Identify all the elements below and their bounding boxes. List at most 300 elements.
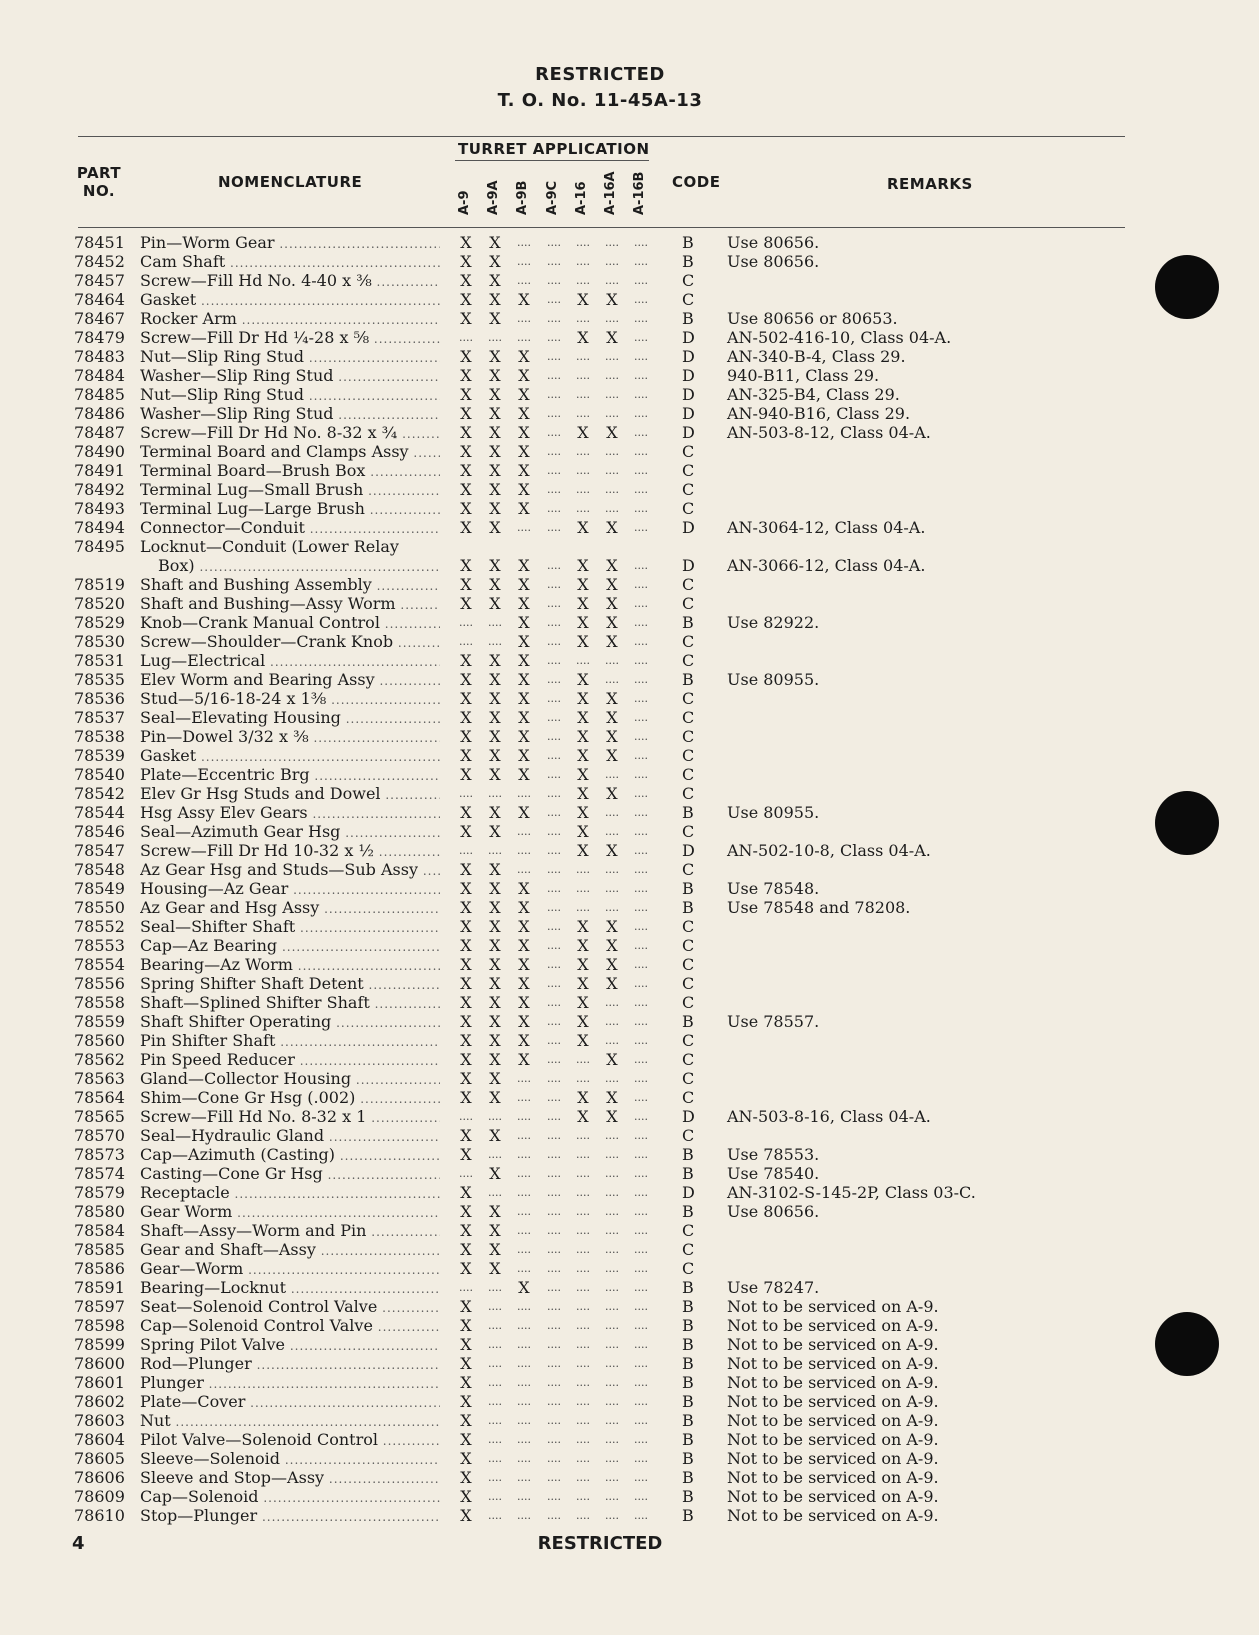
code: B bbox=[682, 1430, 694, 1449]
table-row bbox=[0, 1183, 1259, 1202]
code: C bbox=[682, 1126, 695, 1145]
application-cell: .... bbox=[605, 350, 619, 363]
application-cell: .... bbox=[634, 692, 648, 705]
code: B bbox=[682, 1373, 694, 1392]
application-cell: X bbox=[489, 670, 501, 689]
code: B bbox=[682, 309, 694, 328]
application-cell: X bbox=[460, 803, 472, 822]
application-cell: .... bbox=[488, 1433, 502, 1446]
turret-label-text: A-16A bbox=[603, 171, 618, 215]
table-row bbox=[0, 1126, 1259, 1145]
nomenclature: Seal—Azimuth Gear Hsg ..... bbox=[140, 822, 440, 843]
application-cell: X bbox=[460, 461, 472, 480]
application-cell: .... bbox=[634, 825, 648, 838]
application-cell: .... bbox=[634, 1281, 648, 1294]
code: B bbox=[682, 803, 694, 822]
code: B bbox=[682, 1278, 694, 1297]
remarks: Use 80656 or 80653. bbox=[727, 309, 898, 328]
application-cell: .... bbox=[517, 1395, 531, 1408]
application-cell: X bbox=[577, 290, 589, 309]
nomenclature: Elev Worm and Bearing Assy ..... bbox=[140, 670, 440, 691]
application-cell: X bbox=[489, 556, 501, 575]
application-cell: .... bbox=[634, 559, 648, 572]
table-row bbox=[0, 917, 1259, 936]
table-row bbox=[0, 1449, 1259, 1468]
code: B bbox=[682, 1335, 694, 1354]
application-cell: .... bbox=[576, 407, 590, 420]
code: B bbox=[682, 1487, 694, 1506]
application-cell: X bbox=[577, 556, 589, 575]
application-cell: .... bbox=[634, 1148, 648, 1161]
application-cell: .... bbox=[517, 825, 531, 838]
application-cell: X bbox=[460, 1069, 472, 1088]
application-cell: .... bbox=[488, 635, 502, 648]
application-cell: X bbox=[460, 1392, 472, 1411]
application-cell: X bbox=[460, 1031, 472, 1050]
application-cell: X bbox=[606, 518, 618, 537]
code: C bbox=[682, 784, 695, 803]
application-cell: X bbox=[460, 1487, 472, 1506]
nomenclature: Gear and Shaft—Assy ..... bbox=[140, 1240, 440, 1261]
part-number: 78536 bbox=[74, 689, 125, 708]
table-row bbox=[0, 803, 1259, 822]
application-cell: X bbox=[489, 1126, 501, 1145]
remarks: Use 78548 and 78208. bbox=[727, 898, 911, 917]
nomenclature: Gear—Worm ..... bbox=[140, 1259, 440, 1280]
application-cell: X bbox=[489, 575, 501, 594]
nomenclature: Spring Pilot Valve ..... bbox=[140, 1335, 440, 1356]
part-number: 78603 bbox=[74, 1411, 125, 1430]
turret-label-text: A-9A bbox=[486, 180, 501, 215]
application-cell: .... bbox=[547, 236, 561, 249]
table-row bbox=[0, 518, 1259, 537]
part-number: 78599 bbox=[74, 1335, 125, 1354]
application-cell: .... bbox=[547, 1148, 561, 1161]
application-cell: X bbox=[518, 955, 530, 974]
code: C bbox=[682, 1240, 695, 1259]
part-number: 78495 bbox=[74, 537, 125, 556]
application-cell: X bbox=[460, 347, 472, 366]
table-row bbox=[0, 442, 1259, 461]
table-row bbox=[0, 461, 1259, 480]
application-cell: .... bbox=[576, 1243, 590, 1256]
code: C bbox=[682, 974, 695, 993]
part-number: 78610 bbox=[74, 1506, 125, 1525]
nomenclature: Locknut—Conduit (Lower Relay bbox=[140, 537, 399, 556]
application-cell: X bbox=[518, 442, 530, 461]
nomenclature: Nut ..... bbox=[140, 1411, 440, 1432]
application-cell: .... bbox=[634, 502, 648, 515]
application-cell: .... bbox=[547, 1129, 561, 1142]
application-cell: X bbox=[577, 784, 589, 803]
application-cell: .... bbox=[605, 1167, 619, 1180]
application-cell: X bbox=[606, 290, 618, 309]
application-cell: X bbox=[606, 575, 618, 594]
part-number: 78606 bbox=[74, 1468, 125, 1487]
table-row bbox=[0, 784, 1259, 803]
application-cell: X bbox=[460, 860, 472, 879]
remarks: Not to be serviced on A-9. bbox=[727, 1392, 939, 1411]
application-cell: .... bbox=[547, 1471, 561, 1484]
code: C bbox=[682, 1069, 695, 1088]
code: B bbox=[682, 1411, 694, 1430]
application-cell: X bbox=[518, 1050, 530, 1069]
application-cell: .... bbox=[605, 863, 619, 876]
code: D bbox=[682, 518, 695, 537]
remarks: Not to be serviced on A-9. bbox=[727, 1297, 939, 1316]
nomenclature: Shim—Cone Gr Hsg (.002) ..... bbox=[140, 1088, 440, 1109]
application-cell: .... bbox=[547, 483, 561, 496]
application-cell: .... bbox=[634, 1414, 648, 1427]
table-row bbox=[0, 233, 1259, 252]
application-cell: .... bbox=[634, 369, 648, 382]
application-cell: .... bbox=[459, 1110, 473, 1123]
application-cell: .... bbox=[634, 1395, 648, 1408]
application-cell: .... bbox=[517, 1452, 531, 1465]
table-row bbox=[0, 727, 1259, 746]
nomenclature: Seal—Elevating Housing ..... bbox=[140, 708, 440, 729]
code: C bbox=[682, 632, 695, 651]
part-number: 78609 bbox=[74, 1487, 125, 1506]
application-cell: X bbox=[606, 689, 618, 708]
application-cell: X bbox=[606, 594, 618, 613]
part-number: 78544 bbox=[74, 803, 125, 822]
code: B bbox=[682, 1449, 694, 1468]
application-cell: .... bbox=[517, 844, 531, 857]
remarks: Not to be serviced on A-9. bbox=[727, 1316, 939, 1335]
application-cell: .... bbox=[517, 331, 531, 344]
code: D bbox=[682, 1183, 695, 1202]
application-cell: X bbox=[518, 1278, 530, 1297]
nomenclature: Shaft Shifter Operating ..... bbox=[140, 1012, 440, 1033]
table-row bbox=[0, 1468, 1259, 1487]
nomenclature: Rod—Plunger ..... bbox=[140, 1354, 440, 1375]
application-cell: .... bbox=[634, 673, 648, 686]
nomenclature: Terminal Lug—Large Brush ..... bbox=[140, 499, 440, 520]
table-row bbox=[0, 765, 1259, 784]
application-cell: .... bbox=[605, 1357, 619, 1370]
application-cell: .... bbox=[576, 274, 590, 287]
code: B bbox=[682, 613, 694, 632]
application-cell: X bbox=[489, 385, 501, 404]
table-row bbox=[0, 1012, 1259, 1031]
nomenclature: Spring Shifter Shaft Detent ..... bbox=[140, 974, 440, 995]
application-cell: .... bbox=[488, 844, 502, 857]
nomenclature: Nut—Slip Ring Stud ..... bbox=[140, 385, 440, 406]
application-cell: .... bbox=[547, 825, 561, 838]
application-cell: .... bbox=[605, 825, 619, 838]
application-cell: .... bbox=[517, 1319, 531, 1332]
code: D bbox=[682, 328, 695, 347]
nomenclature: Screw—Fill Dr Hd No. 8-32 x ¾ ..... bbox=[140, 423, 440, 444]
remarks: Use 80955. bbox=[727, 803, 820, 822]
table-row bbox=[0, 1392, 1259, 1411]
application-cell: .... bbox=[547, 331, 561, 344]
application-cell: .... bbox=[459, 1167, 473, 1180]
table-row bbox=[0, 1240, 1259, 1259]
application-cell: X bbox=[460, 1411, 472, 1430]
application-cell: .... bbox=[576, 1319, 590, 1332]
table-row bbox=[0, 936, 1259, 955]
application-cell: X bbox=[460, 1354, 472, 1373]
table-row bbox=[0, 1373, 1259, 1392]
application-cell: X bbox=[460, 1012, 472, 1031]
application-cell: .... bbox=[547, 1338, 561, 1351]
application-cell: .... bbox=[547, 654, 561, 667]
application-cell: .... bbox=[605, 1414, 619, 1427]
application-cell: .... bbox=[547, 692, 561, 705]
application-cell: .... bbox=[605, 388, 619, 401]
application-cell: .... bbox=[576, 1281, 590, 1294]
application-cell: .... bbox=[576, 1262, 590, 1275]
application-cell: X bbox=[460, 575, 472, 594]
application-cell: .... bbox=[634, 1262, 648, 1275]
code: B bbox=[682, 879, 694, 898]
application-cell: .... bbox=[576, 1433, 590, 1446]
application-cell: X bbox=[489, 366, 501, 385]
application-cell: .... bbox=[605, 1433, 619, 1446]
part-number: 78585 bbox=[74, 1240, 125, 1259]
application-cell: X bbox=[489, 727, 501, 746]
table-row bbox=[0, 1354, 1259, 1373]
application-cell: .... bbox=[547, 673, 561, 686]
application-cell: X bbox=[460, 1316, 472, 1335]
application-cell: .... bbox=[547, 312, 561, 325]
application-cell: X bbox=[489, 442, 501, 461]
application-cell: X bbox=[489, 423, 501, 442]
application-cell: .... bbox=[576, 654, 590, 667]
application-cell: X bbox=[489, 1202, 501, 1221]
application-cell: .... bbox=[517, 863, 531, 876]
application-cell: .... bbox=[605, 1300, 619, 1313]
application-cell: .... bbox=[576, 1300, 590, 1313]
application-cell: .... bbox=[547, 1281, 561, 1294]
application-cell: .... bbox=[547, 882, 561, 895]
remarks: AN-940-B16, Class 29. bbox=[727, 404, 911, 423]
application-cell: X bbox=[518, 689, 530, 708]
application-cell: .... bbox=[605, 1281, 619, 1294]
application-cell: .... bbox=[634, 445, 648, 458]
nomenclature: Seal—Shifter Shaft ..... bbox=[140, 917, 440, 938]
part-number: 78494 bbox=[74, 518, 125, 537]
application-cell: X bbox=[460, 1145, 472, 1164]
application-cell: .... bbox=[576, 1224, 590, 1237]
application-cell: X bbox=[489, 1050, 501, 1069]
application-cell: X bbox=[577, 917, 589, 936]
application-cell: .... bbox=[547, 388, 561, 401]
application-cell: .... bbox=[547, 863, 561, 876]
application-cell: X bbox=[489, 1069, 501, 1088]
remarks: AN-502-10-8, Class 04-A. bbox=[727, 841, 931, 860]
application-cell: X bbox=[460, 366, 472, 385]
code: D bbox=[682, 385, 695, 404]
code: D bbox=[682, 366, 695, 385]
part-number: 78546 bbox=[74, 822, 125, 841]
application-cell: .... bbox=[634, 1129, 648, 1142]
application-cell: X bbox=[460, 936, 472, 955]
part-no-header: PART NO. bbox=[76, 164, 122, 200]
part-number: 78452 bbox=[74, 252, 125, 271]
part-number: 78451 bbox=[74, 233, 125, 252]
application-cell: .... bbox=[634, 521, 648, 534]
part-number: 78552 bbox=[74, 917, 125, 936]
application-cell: X bbox=[489, 594, 501, 613]
application-cell: .... bbox=[547, 369, 561, 382]
nomenclature: Pin—Worm Gear ..... bbox=[140, 233, 440, 254]
application-cell: .... bbox=[459, 1281, 473, 1294]
code: C bbox=[682, 271, 695, 290]
application-cell: .... bbox=[634, 350, 648, 363]
table-row bbox=[0, 879, 1259, 898]
nomenclature: Knob—Crank Manual Control ..... bbox=[140, 613, 440, 634]
application-cell: .... bbox=[634, 730, 648, 743]
application-cell: X bbox=[489, 233, 501, 252]
remarks: Not to be serviced on A-9. bbox=[727, 1487, 939, 1506]
part-number: 78484 bbox=[74, 366, 125, 385]
application-cell: .... bbox=[517, 1490, 531, 1503]
application-cell: .... bbox=[547, 1490, 561, 1503]
nomenclature: Terminal Board and Clamps Assy ..... bbox=[140, 442, 440, 463]
application-cell: .... bbox=[634, 654, 648, 667]
application-cell: .... bbox=[488, 1452, 502, 1465]
part-number: 78563 bbox=[74, 1069, 125, 1088]
code: B bbox=[682, 1506, 694, 1525]
application-cell: .... bbox=[488, 1509, 502, 1522]
application-cell: .... bbox=[576, 312, 590, 325]
application-cell: X bbox=[460, 708, 472, 727]
application-cell: .... bbox=[488, 1376, 502, 1389]
application-cell: .... bbox=[576, 1490, 590, 1503]
application-cell: .... bbox=[634, 844, 648, 857]
application-cell: X bbox=[489, 803, 501, 822]
application-cell: .... bbox=[547, 1414, 561, 1427]
nomenclature: Rocker Arm ..... bbox=[140, 309, 440, 330]
application-cell: .... bbox=[517, 1338, 531, 1351]
application-cell: .... bbox=[605, 673, 619, 686]
application-cell: .... bbox=[634, 597, 648, 610]
application-cell: X bbox=[460, 727, 472, 746]
nomenclature: Shaft and Bushing—Assy Worm ..... bbox=[140, 594, 440, 615]
application-cell: .... bbox=[459, 616, 473, 629]
part-number: 78548 bbox=[74, 860, 125, 879]
application-cell: X bbox=[489, 1012, 501, 1031]
application-cell: .... bbox=[634, 1490, 648, 1503]
application-cell: .... bbox=[576, 255, 590, 268]
application-cell: .... bbox=[605, 464, 619, 477]
table-row bbox=[0, 1411, 1259, 1430]
code: C bbox=[682, 1221, 695, 1240]
remarks: Not to be serviced on A-9. bbox=[727, 1373, 939, 1392]
application-cell: .... bbox=[634, 1224, 648, 1237]
nomenclature: Terminal Board—Brush Box ..... bbox=[140, 461, 440, 482]
application-cell: X bbox=[577, 423, 589, 442]
code: D bbox=[682, 556, 695, 575]
application-cell: .... bbox=[547, 1224, 561, 1237]
nomenclature: Terminal Lug—Small Brush ..... bbox=[140, 480, 440, 501]
application-cell: X bbox=[460, 252, 472, 271]
turret-label-text: A-9C bbox=[545, 180, 560, 215]
application-cell: X bbox=[489, 290, 501, 309]
application-cell: .... bbox=[605, 1072, 619, 1085]
application-cell: .... bbox=[547, 1376, 561, 1389]
nomenclature: Gasket ..... bbox=[140, 290, 440, 311]
application-cell: .... bbox=[634, 331, 648, 344]
code: C bbox=[682, 860, 695, 879]
application-cell: .... bbox=[547, 1034, 561, 1047]
application-cell: .... bbox=[517, 1091, 531, 1104]
application-cell: .... bbox=[547, 996, 561, 1009]
application-cell: X bbox=[577, 1088, 589, 1107]
table-row bbox=[0, 480, 1259, 499]
code: C bbox=[682, 575, 695, 594]
application-cell: .... bbox=[576, 1395, 590, 1408]
application-cell: .... bbox=[634, 806, 648, 819]
application-cell: .... bbox=[547, 1300, 561, 1313]
part-number: 78586 bbox=[74, 1259, 125, 1278]
application-cell: .... bbox=[576, 1167, 590, 1180]
application-cell: X bbox=[489, 822, 501, 841]
code: B bbox=[682, 1297, 694, 1316]
application-cell: .... bbox=[576, 1053, 590, 1066]
table-row bbox=[0, 841, 1259, 860]
application-cell: .... bbox=[488, 1186, 502, 1199]
part-number: 78479 bbox=[74, 328, 125, 347]
application-cell: .... bbox=[517, 1110, 531, 1123]
application-cell: X bbox=[518, 632, 530, 651]
application-cell: .... bbox=[605, 1243, 619, 1256]
part-number: 78537 bbox=[74, 708, 125, 727]
application-cell: .... bbox=[634, 1452, 648, 1465]
application-cell: X bbox=[606, 1050, 618, 1069]
nomenclature: Pin Speed Reducer ..... bbox=[140, 1050, 440, 1071]
application-cell: .... bbox=[605, 1490, 619, 1503]
part-number: 78538 bbox=[74, 727, 125, 746]
table-row bbox=[0, 708, 1259, 727]
application-cell: .... bbox=[547, 521, 561, 534]
code: D bbox=[682, 347, 695, 366]
nomenclature: Pin Shifter Shaft ..... bbox=[140, 1031, 440, 1052]
application-cell: .... bbox=[517, 255, 531, 268]
header-restricted: RESTRICTED bbox=[535, 64, 665, 85]
application-cell: .... bbox=[517, 521, 531, 534]
application-cell: .... bbox=[576, 1205, 590, 1218]
application-cell: X bbox=[606, 556, 618, 575]
code: C bbox=[682, 993, 695, 1012]
application-cell: .... bbox=[488, 616, 502, 629]
application-cell: X bbox=[489, 708, 501, 727]
table-row bbox=[0, 1316, 1259, 1335]
application-cell: X bbox=[606, 974, 618, 993]
application-cell: X bbox=[606, 917, 618, 936]
application-cell: .... bbox=[605, 1319, 619, 1332]
application-cell: X bbox=[460, 670, 472, 689]
application-cell: .... bbox=[488, 1471, 502, 1484]
application-cell: .... bbox=[576, 1376, 590, 1389]
application-cell: X bbox=[460, 1202, 472, 1221]
application-cell: X bbox=[489, 860, 501, 879]
table-row bbox=[0, 898, 1259, 917]
nomenclature: Az Gear Hsg and Studs—Sub Assy ..... bbox=[140, 860, 440, 881]
part-number: 78492 bbox=[74, 480, 125, 499]
application-cell: .... bbox=[517, 1357, 531, 1370]
part-number: 78554 bbox=[74, 955, 125, 974]
application-cell: X bbox=[518, 461, 530, 480]
application-cell: X bbox=[606, 423, 618, 442]
application-cell: .... bbox=[576, 483, 590, 496]
header-bottom-rule bbox=[78, 227, 1125, 228]
table-row bbox=[0, 822, 1259, 841]
nomenclature: Gasket ..... bbox=[140, 746, 440, 767]
